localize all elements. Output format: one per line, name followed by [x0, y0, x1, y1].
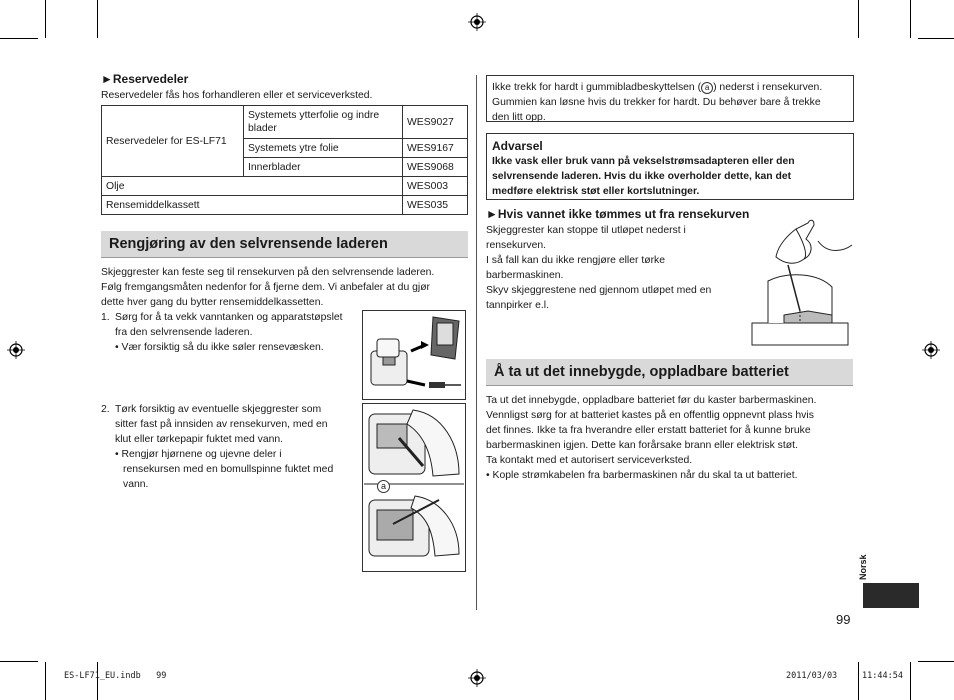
text-line: Gummien kan løsne hvis du trekker for hardt. Du behøver bare å trekke [492, 97, 821, 108]
text-line: tannpirker e.l. [486, 300, 549, 311]
reserve-heading: ►Reservedeler [101, 72, 189, 86]
crop-mark [918, 661, 954, 662]
table-cell: Rensemiddelkassett [102, 196, 403, 215]
table-cell: Innerblader [244, 158, 403, 177]
text-line: Skjeggrester kan stoppe til utløpet nederst i [486, 225, 686, 236]
step-1 [101, 310, 363, 355]
crop-mark [97, 0, 98, 38]
charger-illustration-icon [363, 311, 465, 399]
crop-mark [0, 661, 38, 662]
text-line: Ta ut det innebygde, oppladbare batteriet før du kaster barbermaskinen. [486, 395, 817, 406]
table-row [102, 196, 468, 215]
footer-file: ES-LF71_EU.indb 99 [64, 671, 167, 681]
text-line: vann. [123, 479, 149, 490]
text-line: Skyv skjeggrestene ned gjennom utløpet med en [486, 285, 712, 296]
text-line: sitter fast på innsiden av rensekurven, med en [115, 419, 328, 430]
text-line: rensekurven. [486, 240, 547, 251]
crop-mark [918, 38, 954, 39]
registration-mark-icon [922, 341, 940, 359]
side-tab [863, 583, 919, 608]
table-cell: WES9167 [403, 139, 468, 158]
text-line: Sørg for å ta vekk vanntanken og apparatstøpslet [115, 312, 343, 323]
step-2 [101, 402, 363, 492]
illustration-cleaning-basket [362, 403, 466, 572]
footer-date: 2011/03/03 [786, 671, 838, 681]
warning-box [486, 133, 854, 200]
crop-mark [910, 0, 911, 38]
text-line: dette hver gang du bytter rensemiddelkassetten. [101, 297, 324, 308]
cleaning-intro [101, 265, 471, 310]
table-cell: Olje [102, 177, 403, 196]
table-cell: Systemets ytre folie [244, 139, 403, 158]
crop-mark [45, 662, 46, 700]
bullet: • Rengjør hjørnene og ujevne deler i [115, 449, 282, 460]
crop-mark [858, 662, 859, 700]
registration-mark-icon [468, 669, 486, 687]
table-row [102, 106, 468, 139]
registration-mark-icon [7, 341, 25, 359]
crop-mark [910, 662, 911, 700]
crop-mark [858, 0, 859, 38]
table-cell: Systemets ytterfolie og indre blader [244, 106, 403, 139]
table-row [102, 177, 468, 196]
column-divider [476, 75, 477, 610]
reserve-intro: Reservedeler fås hos forhandleren eller et serviceverksted. [101, 90, 373, 101]
text-line [492, 80, 848, 95]
text-line: Ikke vask eller bruk vann på vekselstrømsadapteren eller den [492, 156, 795, 167]
text-line: rensekursen med en bomullspinne fuktet med [123, 464, 334, 475]
text-line: klut eller tørkepapir fuktet med vann. [115, 434, 284, 445]
text-line: barbermaskinen. [486, 270, 564, 281]
text-line: Tørk forsiktig av eventuelle skjeggrester som [115, 404, 322, 415]
crop-mark [97, 662, 98, 700]
battery-text [486, 393, 858, 483]
section-title-cleaning: Rengjøring av den selvrensende laderen [101, 231, 468, 258]
warning-title: Advarsel [492, 139, 543, 153]
text-part: ) nederst i rensekurven. [713, 82, 823, 93]
table-cell: WES003 [403, 177, 468, 196]
text-line: I så fall kan du ikke rengjøre eller tørke [486, 255, 666, 266]
text-line: Skjeggrester kan feste seg til rensekurven på den selvrensende laderen. [101, 267, 435, 278]
text-line: medføre elektrisk støt eller kortslutninger. [492, 186, 700, 197]
table-cell: Reservedeler for ES-LF71 [102, 106, 244, 177]
bullet: • Vær forsiktig så du ikke søler rensevæsken. [115, 342, 324, 353]
text-part: Ikke trekk for hardt i gummibladbeskyttelsen ( [492, 82, 702, 93]
registration-mark-icon [468, 13, 486, 31]
marker-a: a [701, 82, 713, 94]
notice-box [486, 75, 854, 122]
drain-heading: ►Hvis vannet ikke tømmes ut fra rensekurven [486, 207, 750, 221]
text-line: Følg fremgangsmåten nedenfor for å fjerne dem. Vi anbefaler at du gjør [101, 282, 431, 293]
text-line: selvrensende laderen. Hvis du ikke overholder dette, kan det [492, 171, 792, 182]
text-line: det finnes. Ikke ta fra hverandre eller erstatt batteriet for å kunne bruke [486, 425, 811, 436]
side-label-language: Norsk [858, 554, 868, 580]
text-line: Vennligst sørg for at batteriet kastes på en offentlig oppnevnt plass hvis [486, 410, 814, 421]
table-cell: WES9068 [403, 158, 468, 177]
step-number: 2. [101, 404, 110, 415]
page-number: 99 [836, 612, 851, 627]
illustration-charger-removal [362, 310, 466, 400]
text-line: fra den selvrensende laderen. [115, 327, 253, 338]
toothpick-illustration-icon [748, 215, 854, 347]
bullet: • Kople strømkabelen fra barbermaskinen når du skal ta ut batteriet. [486, 470, 798, 481]
table-cell: WES035 [403, 196, 468, 215]
section-title-battery: Å ta ut det innebygde, oppladbare batteriet [486, 359, 853, 386]
drain-text [486, 223, 746, 313]
parts-table [101, 105, 468, 215]
text-line: Ta kontakt med et autorisert serviceverksted. [486, 455, 693, 466]
table-cell: WES9027 [403, 106, 468, 139]
step-number: 1. [101, 312, 110, 323]
crop-mark [45, 0, 46, 38]
footer-time: 11:44:54 [862, 671, 903, 681]
text-line: den litt opp. [492, 112, 546, 123]
text-line: barbermaskinen igjen. Dette kan forårsake brann eller elektrisk støt. [486, 440, 798, 451]
crop-mark [0, 38, 38, 39]
marker-a: a [377, 480, 390, 493]
